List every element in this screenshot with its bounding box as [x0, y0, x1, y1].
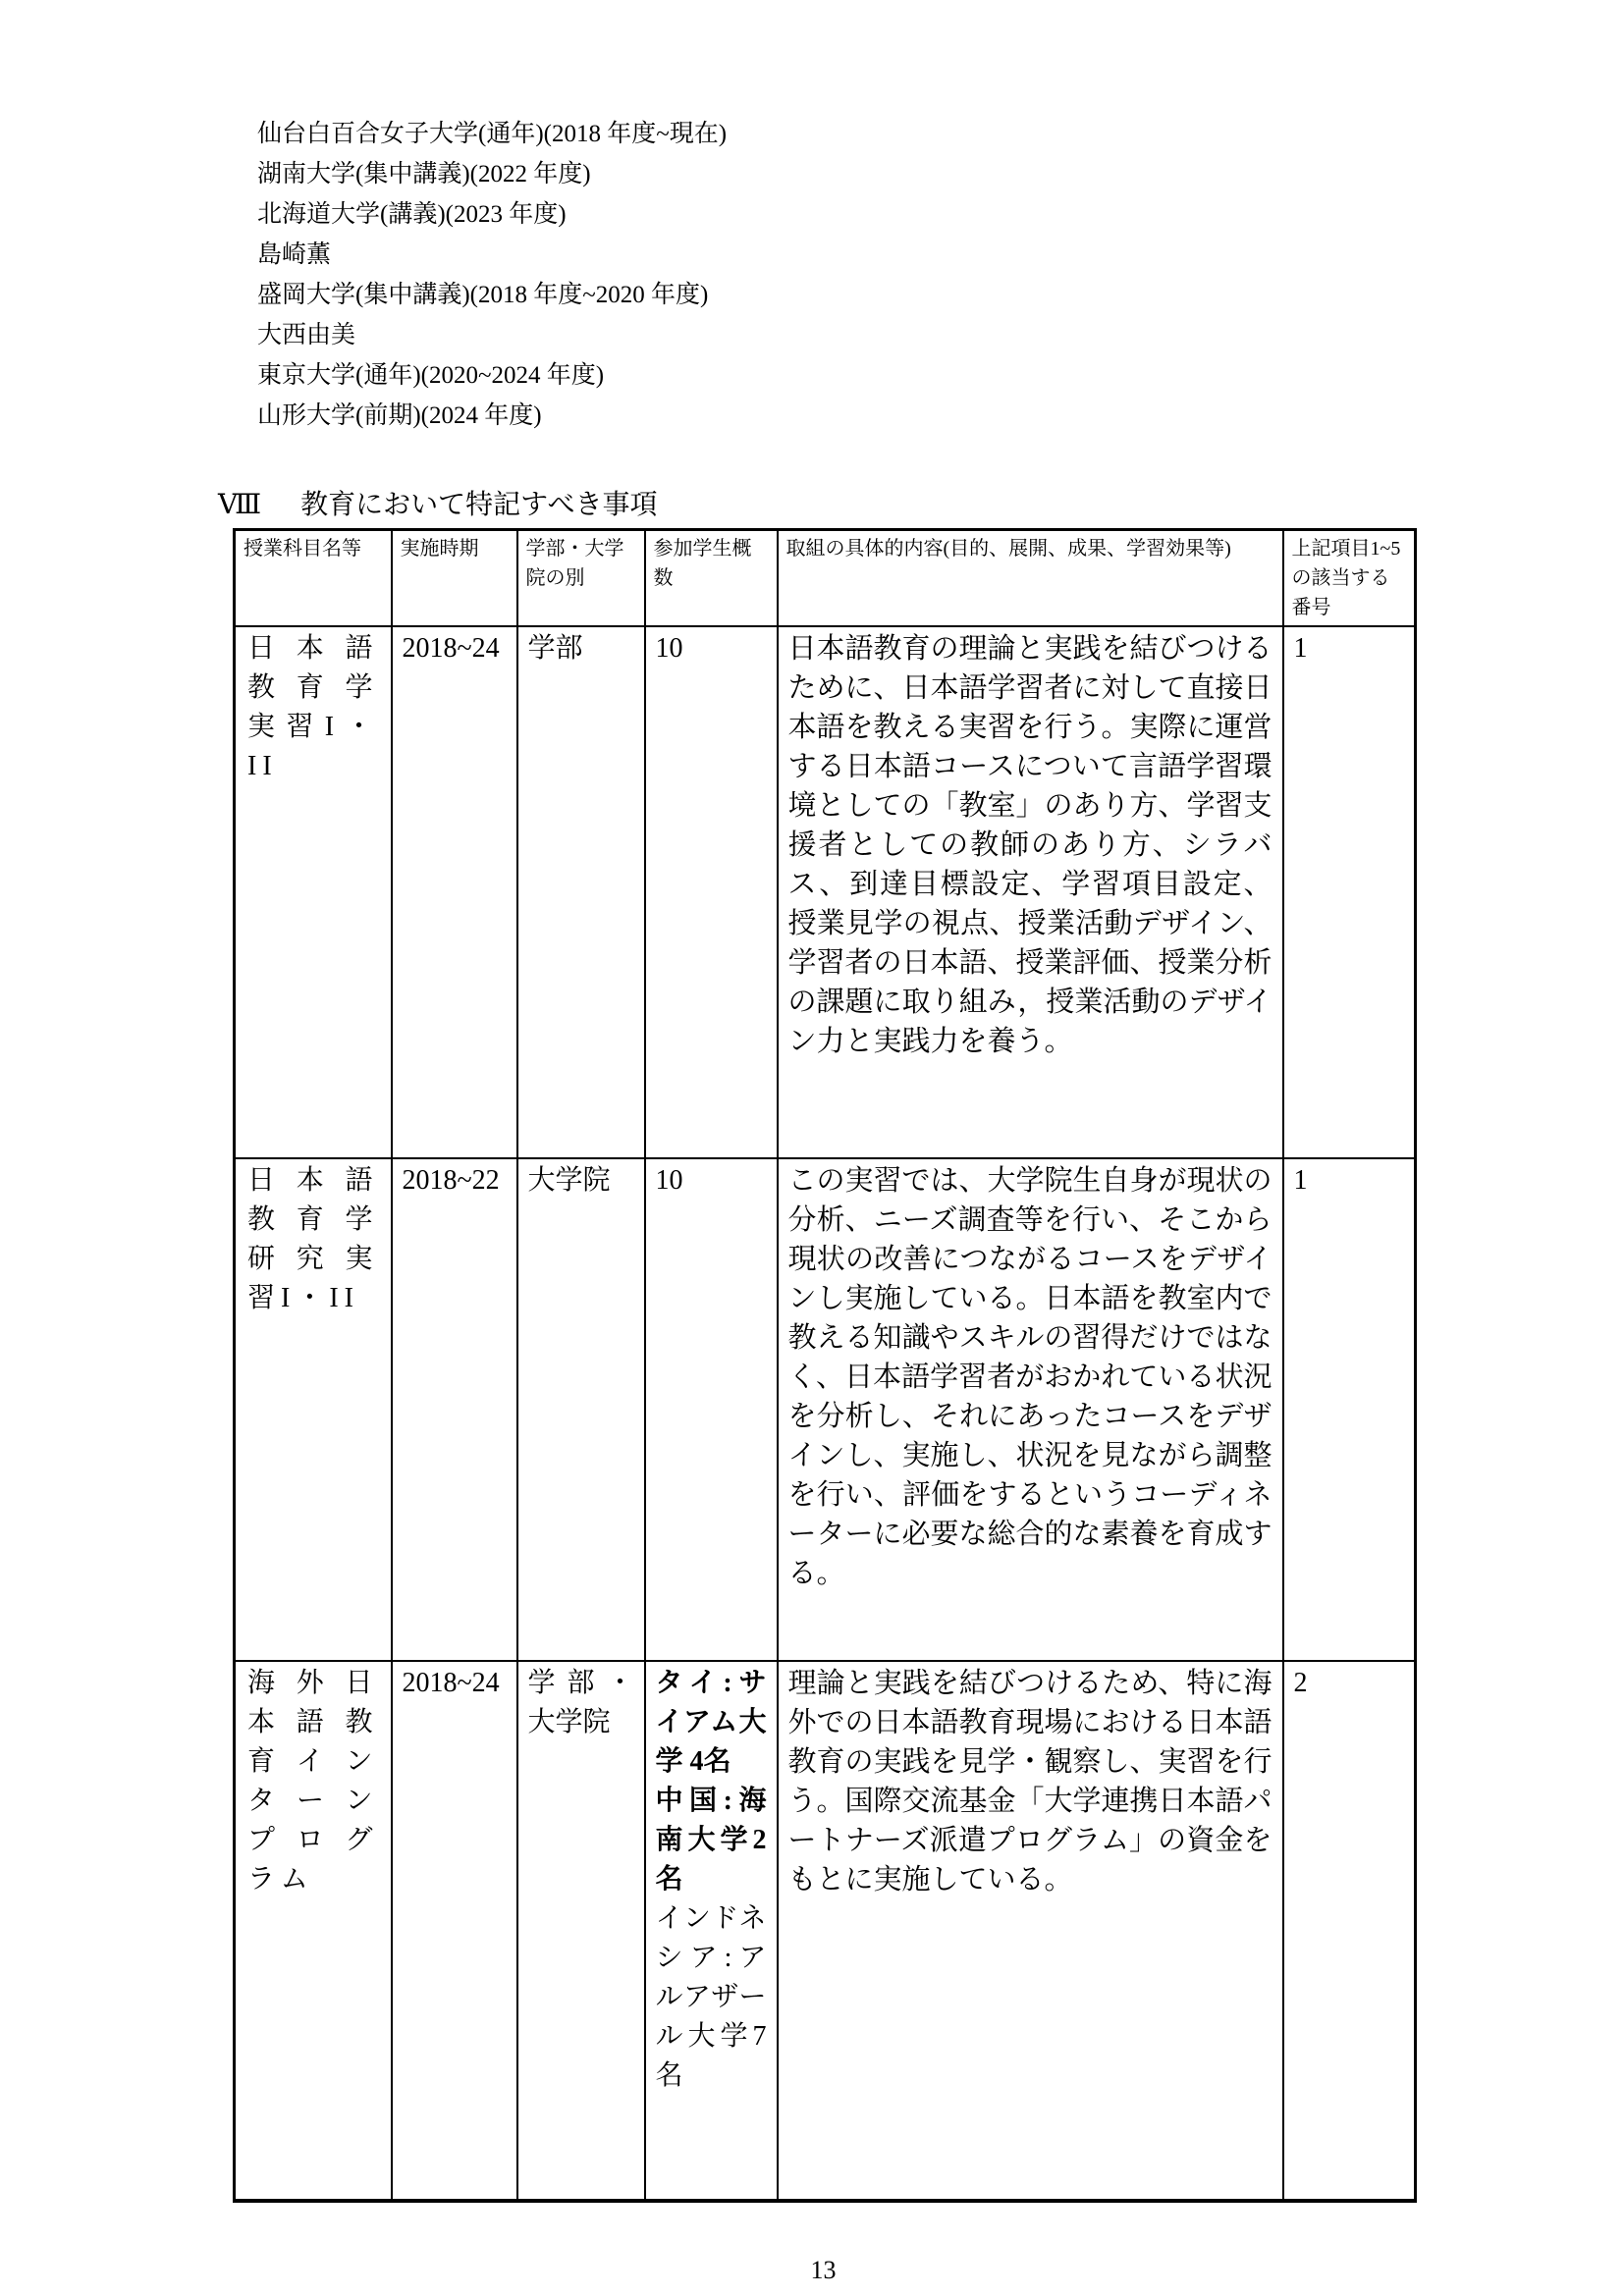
cell-students: [645, 626, 778, 1158]
intro-line: 大西由美: [257, 322, 356, 348]
cell-course-name: 日本語教育学研究実習I・II: [235, 1158, 392, 1661]
cell-period: 2018~22: [392, 1158, 517, 1661]
course-header: 授業科目名等: [235, 530, 392, 627]
table-row: [235, 1158, 1416, 1661]
cell-level: 大学院: [517, 1158, 645, 1661]
intro-line: 山形大学(前期)(2024 年度): [257, 402, 542, 429]
cell-item-number: 1: [1283, 626, 1416, 1158]
table-row: [235, 626, 1416, 1158]
intro-line: 北海道大学(講義)(2023 年度): [257, 201, 567, 228]
intro-line: 島崎薫: [257, 241, 332, 268]
table-header: [235, 530, 1416, 627]
level-header: 学部・大学院の別: [517, 530, 645, 627]
cell-item-number: 1: [1283, 1158, 1416, 1661]
table-body: [235, 626, 1416, 2201]
intro-line: 湖南大学(集中講義)(2022 年度): [257, 161, 591, 187]
cell-content-text: この実習では、大学院生自身が現状の分析、ニーズ調査等を行い、そこから現状の改善につながるコースをデザインし実施している。日本語を教室内で教える知識やスキルの習得だけではなく、日本語学習者がおかれている状況を分析し、それにあったコースをデザインし、実施し、状況を見ながら調整を行い、評価をするというコーディネーターに必要な総合的な素養を育成する。: [778, 1158, 1283, 1661]
section-heading: [218, 489, 658, 522]
content-header: 取組の具体的内容(目的、展開、成果、学習効果等): [778, 530, 1283, 627]
cell-content-text: 日本語教育の理論と実践を結びつけるために、日本語学習者に対して直接日本語を教える実習を行う。実際に運営する日本語コースについて言語学習環境としての「教室」のあり方、学習支援者としての教師のあり方、シラバス、到達目標設定、学習項目設定、授業見学の視点、授業活動デザイン、学習者の日本語、授業評価、授業分析の課題に取り組み，授業活動のデザイン力と実践力を養う。: [778, 626, 1283, 1158]
cell-period: 2018~24: [392, 626, 517, 1158]
section-title: 教育において特記すべき事項: [300, 490, 658, 520]
cell-item-number: 2: [1283, 1661, 1416, 2201]
cell-students: [645, 1661, 778, 2201]
cell-students: [645, 1158, 778, 1661]
table-row: [235, 1661, 1416, 2201]
cell-content-text: 理論と実践を結びつけるため、特に海外での日本語教育現場における日本語教育の実践を見学・観察し、実習を行う。国際交流基金「大学連携日本語パートナーズ派遣プログラム」の資金をもとに実施している。: [778, 1661, 1283, 2201]
teaching-history-list: [257, 114, 727, 436]
table-header-row: [235, 530, 1416, 627]
cell-course-name: 日本語教育学実習I・II: [235, 626, 392, 1158]
intro-line: 仙台白百合女子大学(通年)(2018 年度~現在): [257, 121, 728, 147]
cell-level: 学部: [517, 626, 645, 1158]
students-header: 参加学生概数: [645, 530, 778, 627]
period-header: 実施時期: [392, 530, 517, 627]
page-number: 13: [810, 2256, 837, 2284]
cell-period: 2018~24: [392, 1661, 517, 2201]
cell-course-name: 海外日本語教育インターンプログラム: [235, 1661, 392, 2201]
cell-level: 学部・大学院: [517, 1661, 645, 2201]
intro-line: 盛岡大学(集中講義)(2018 年度~2020 年度): [257, 282, 709, 308]
students-line: インドネシア:アルアザール大学7名: [655, 1903, 767, 2091]
students-line: タイ:サイアム大学 4名: [655, 1668, 767, 1777]
notable-education-table: [233, 528, 1417, 2203]
students-line: 10: [655, 1165, 683, 1196]
students-line: 中国:海南大学2名: [655, 1786, 767, 1895]
section-numeral: Ⅷ: [218, 490, 262, 520]
intro-line: 東京大学(通年)(2020~2024 年度): [257, 362, 605, 389]
students-line: 10: [655, 633, 683, 664]
number-header: 上記項目1~5の該当する番号: [1283, 530, 1416, 627]
